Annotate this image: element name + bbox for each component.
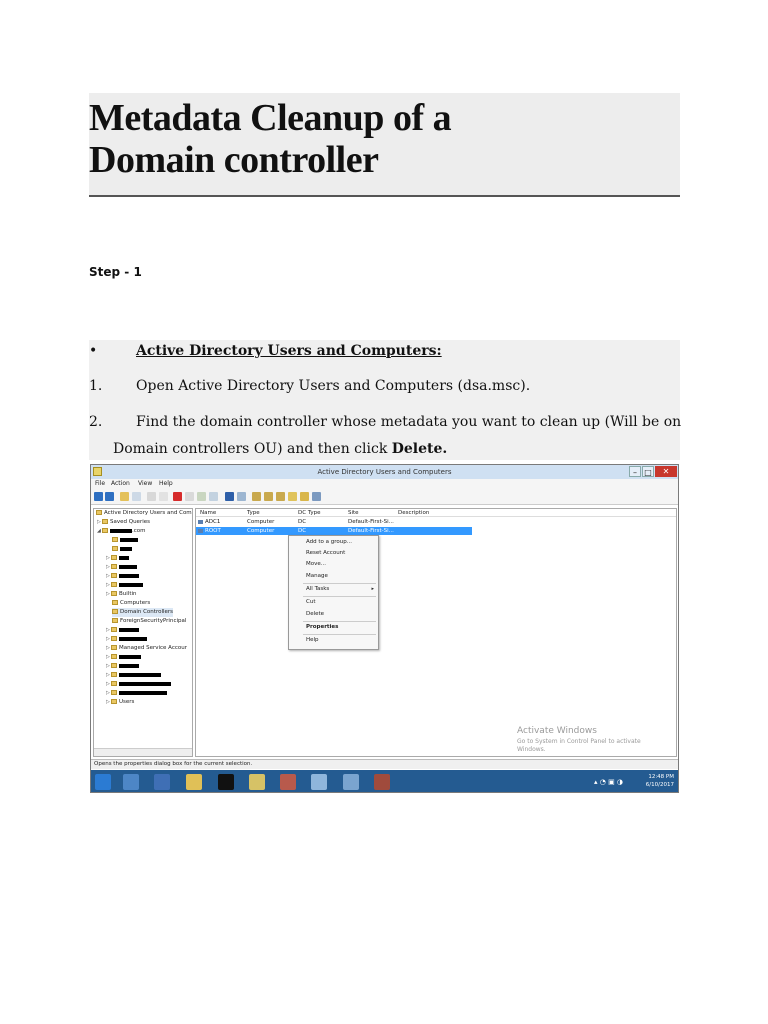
server-manager-icon[interactable] — [123, 774, 139, 790]
tree-domain-label: .com — [132, 528, 146, 534]
search-icon[interactable] — [311, 774, 327, 790]
col-name[interactable]: Name — [200, 510, 217, 516]
watermark-title: Activate Windows — [517, 726, 597, 736]
dns-manager-icon[interactable] — [343, 774, 359, 790]
cut-icon[interactable] — [147, 492, 156, 501]
new-group-icon[interactable] — [264, 492, 273, 501]
menu-item-help[interactable]: Help — [306, 637, 319, 643]
tree-ou-redacted[interactable]: ▷ — [106, 680, 171, 689]
list-pane — [195, 508, 677, 757]
folder-icon — [102, 519, 108, 524]
window-title: Active Directory Users and Computers — [317, 468, 452, 476]
redaction-bar — [119, 691, 167, 695]
tree-users-label: Users — [119, 699, 135, 705]
minimize-button[interactable]: – — [629, 466, 641, 477]
tree-builtin-label: Builtin — [119, 591, 137, 597]
tree-domain-controllers-label: Domain Controllers — [120, 609, 174, 615]
bullet: • — [89, 343, 98, 359]
folder-icon — [111, 636, 117, 641]
menu-separator — [303, 621, 376, 622]
toolbar — [91, 489, 678, 505]
tree-ou-redacted[interactable]: ▷ — [106, 689, 167, 698]
tree-ou-redacted[interactable]: ▷ — [106, 572, 139, 581]
folder-icon — [111, 564, 117, 569]
status-bar: Opens the properties dialog box for the current selection. — [91, 759, 678, 769]
forward-icon[interactable] — [105, 492, 114, 501]
back-icon[interactable] — [94, 492, 103, 501]
tree-users[interactable]: ▷ Users — [106, 699, 135, 705]
taskbar — [91, 770, 678, 793]
clock-date: 6/10/2017 — [645, 782, 674, 788]
menu-item-all-tasks[interactable]: All Tasks — [306, 586, 330, 592]
redaction-bar — [120, 538, 138, 542]
file-explorer-icon[interactable] — [186, 774, 202, 790]
watermark-subtitle: Go to System in Control Panel to activate Windows. — [517, 738, 641, 753]
section-heading: Active Directory Users and Computers: — [136, 343, 442, 359]
tree-domain-controllers[interactable] — [112, 608, 173, 617]
tree-ou-redacted[interactable]: ▷ — [106, 626, 139, 635]
row-type: Computer — [247, 519, 275, 525]
tree-ou-redacted[interactable]: ▷ — [106, 662, 139, 671]
tree-saved-queries-label: Saved Queries — [110, 519, 150, 525]
title-band — [89, 93, 680, 197]
menu-item-cut[interactable]: Cut — [306, 599, 316, 605]
redaction-bar — [119, 664, 139, 668]
clock-time: 12:48 PM — [648, 774, 674, 780]
console-icon[interactable] — [237, 492, 246, 501]
maximize-button[interactable]: □ — [642, 466, 654, 477]
table-row[interactable] — [196, 518, 472, 526]
menu-item-reset-account[interactable]: Reset Account — [306, 550, 346, 556]
tree-builtin[interactable]: ▷ Builtin — [106, 591, 137, 597]
col-type[interactable]: Type — [247, 510, 260, 516]
item-2-text-b-wrap — [113, 441, 447, 457]
folder-icon — [111, 681, 117, 686]
tree-ou-redacted[interactable]: ▷ — [106, 581, 143, 590]
redaction-bar — [110, 529, 132, 533]
tray-icons[interactable]: ▴ ◔ ▣ ◑ — [594, 778, 624, 786]
folder-icon — [111, 591, 117, 596]
tree-ou-redacted[interactable]: ▷ — [106, 671, 161, 680]
tree-root[interactable] — [96, 509, 192, 518]
menu-view[interactable]: View — [138, 480, 153, 487]
find-icon[interactable] — [300, 492, 309, 501]
item-2-text-b: Domain controllers OU) and then click — [113, 441, 392, 457]
tools-icon[interactable] — [280, 774, 296, 790]
row-name: ROOT — [205, 528, 221, 534]
col-site[interactable]: Site — [348, 510, 359, 516]
tree-root-label: Active Directory Users and Com — [104, 510, 192, 516]
export-icon[interactable] — [209, 492, 218, 501]
activate-windows-watermark — [517, 726, 667, 754]
tree-computers-label: Computers — [120, 600, 151, 606]
folder-icon — [111, 690, 117, 695]
aduc-screenshot — [90, 464, 679, 793]
column-header — [196, 509, 676, 517]
redaction-bar — [119, 673, 161, 677]
folder-icon — [112, 546, 118, 551]
redaction-bar — [119, 574, 139, 578]
delete-icon[interactable] — [173, 492, 182, 501]
menu-file[interactable]: File — [95, 480, 106, 487]
tree-fsp-label: ForeignSecurityPrincipal — [120, 618, 187, 624]
add-to-group-icon[interactable] — [312, 492, 321, 501]
window-titlebar — [91, 465, 678, 479]
menu-separator — [303, 596, 376, 597]
folder-icon — [96, 510, 102, 515]
item-1-number: 1. — [89, 378, 103, 394]
menu-item-move[interactable]: Move... — [306, 561, 326, 567]
col-dc-type[interactable]: DC Type — [298, 510, 321, 516]
col-description[interactable]: Description — [398, 510, 430, 516]
redaction-bar — [119, 655, 141, 659]
copy-icon[interactable] — [159, 492, 168, 501]
tree-horizontal-scrollbar[interactable] — [94, 748, 192, 756]
redaction-bar — [119, 637, 147, 641]
start-icon[interactable] — [95, 774, 111, 790]
tree-msa-label: Managed Service Accour — [119, 645, 187, 651]
submenu-arrow-icon: ▸ — [371, 586, 374, 592]
new-user-icon[interactable] — [252, 492, 261, 501]
redaction-bar — [120, 547, 132, 551]
help-icon[interactable] — [225, 492, 234, 501]
close-button[interactable]: ✕ — [655, 466, 677, 477]
filter-icon[interactable] — [288, 492, 297, 501]
folder-icon — [111, 645, 117, 650]
network-icon[interactable] — [249, 774, 265, 790]
row-site: Default-First-Si... — [348, 528, 394, 534]
refresh-icon[interactable] — [197, 492, 206, 501]
tree-pane — [93, 508, 193, 757]
folder-icon — [111, 663, 117, 668]
row-name-cell — [198, 519, 220, 525]
redaction-bar — [119, 583, 143, 587]
menu-item-add-to-group[interactable]: Add to a group... — [306, 539, 353, 545]
redaction-bar — [119, 682, 171, 686]
tree-ou-redacted[interactable]: ▷ — [106, 635, 147, 644]
item-2-bold: Delete. — [391, 441, 448, 457]
powershell-icon[interactable] — [154, 774, 170, 790]
row-dc-type: DC — [298, 519, 307, 525]
folder-icon — [112, 600, 118, 605]
computer-icon — [198, 529, 203, 533]
row-site: Default-First-Si... — [348, 519, 394, 525]
command-prompt-icon[interactable] — [218, 774, 234, 790]
menu-item-manage[interactable]: Manage — [306, 573, 328, 579]
item-2-text-a: Find the domain controller whose metadata you want to clean up (Will be on — [136, 414, 682, 430]
computer-icon — [198, 520, 203, 524]
table-row-selected[interactable] — [196, 527, 472, 535]
item-1-text: Open Active Directory Users and Computers (dsa.msc). — [136, 378, 531, 394]
row-dc-type: DC — [298, 528, 307, 534]
new-ou-icon[interactable] — [276, 492, 285, 501]
folder-icon — [111, 699, 117, 704]
row-type: Computer — [247, 528, 275, 534]
tree-saved-queries[interactable]: ▷ Saved Queries — [97, 519, 150, 525]
tree-ou-redacted[interactable]: ▷ — [106, 653, 141, 662]
instructions-block — [89, 340, 680, 460]
folder-icon — [112, 537, 118, 542]
tree-ou-redacted[interactable]: ▷ — [106, 563, 137, 572]
menu-help[interactable]: Help — [159, 480, 173, 487]
item-2-number: 2. — [89, 414, 103, 430]
folder-icon — [112, 618, 118, 623]
menu-separator — [303, 583, 376, 584]
document-title — [89, 93, 680, 181]
domain-icon — [102, 528, 108, 533]
folder-icon — [111, 555, 117, 560]
menu-item-delete[interactable]: Delete — [306, 611, 325, 617]
tree-domain[interactable]: ◢ .com — [97, 528, 146, 534]
tree-msa[interactable]: ▷ Managed Service Accour — [106, 645, 187, 651]
tray-clock[interactable] — [646, 773, 674, 789]
folder-icon — [111, 573, 117, 578]
tree-fsp[interactable] — [112, 617, 186, 626]
up-folder-icon[interactable] — [120, 492, 129, 501]
redaction-bar — [119, 565, 137, 569]
properties-icon[interactable] — [185, 492, 194, 501]
menu-bar — [91, 479, 678, 489]
tree-ou-redacted[interactable] — [112, 536, 138, 545]
menu-item-properties[interactable]: Properties — [306, 624, 339, 630]
menu-separator — [303, 634, 376, 635]
tree-ou-redacted[interactable]: ▷ — [106, 554, 129, 563]
tree-ou-redacted[interactable] — [112, 545, 132, 554]
folder-icon — [111, 654, 117, 659]
title-line-1: Metadata Cleanup of a — [89, 97, 452, 139]
row-name: ADC1 — [205, 519, 221, 525]
folder-icon — [111, 627, 117, 632]
step-label: Step - 1 — [89, 265, 142, 279]
menu-action[interactable]: Action — [111, 480, 130, 487]
redaction-bar — [119, 556, 129, 560]
show-tree-icon[interactable] — [132, 492, 141, 501]
folder-icon — [111, 672, 117, 677]
folder-icon — [111, 582, 117, 587]
context-menu — [288, 535, 379, 650]
ou-folder-icon — [112, 609, 118, 614]
redaction-bar — [119, 628, 139, 632]
aduc-icon[interactable] — [374, 774, 390, 790]
tree-computers[interactable] — [112, 599, 150, 608]
row-name-cell — [198, 528, 221, 534]
title-line-2: Domain controller — [89, 139, 379, 181]
